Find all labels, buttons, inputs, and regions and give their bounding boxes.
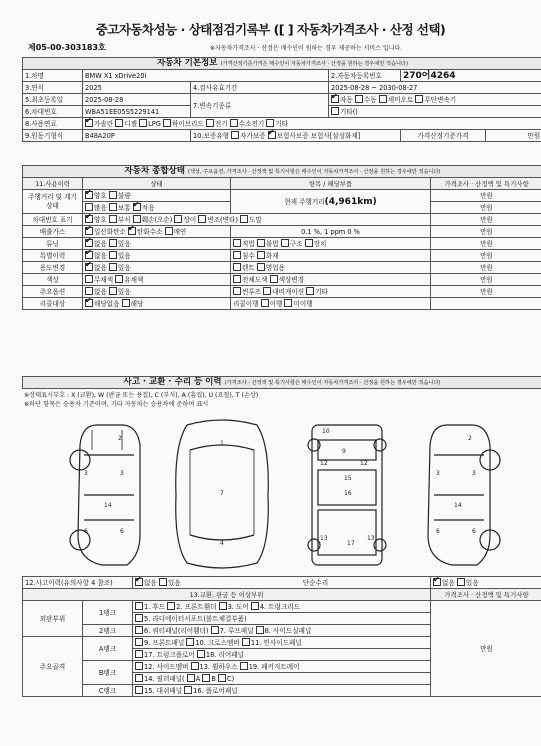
part-pillar-label: 14. 필러패널(: [144, 674, 185, 683]
part-pillar-b-checkbox[interactable]: [202, 674, 210, 682]
accident-parts-table: [22, 576, 541, 697]
fuel-gasoline-label: 가솔린: [94, 119, 114, 128]
rankB-row1: [133, 661, 431, 673]
part-pillar-c-checkbox[interactable]: [218, 674, 226, 682]
svg-text:13: 13: [320, 535, 328, 542]
part-cross-member-label: 10. 크로스멤버: [195, 638, 240, 647]
tuning-detail: [231, 238, 431, 250]
usage-commercial-label: 영업용: [265, 263, 285, 272]
vin-mark-painted-checkbox[interactable]: [240, 215, 248, 223]
mileage-good-checkbox[interactable]: [85, 191, 93, 199]
svg-text:9: 9: [342, 448, 346, 455]
part-trunk-floor-label: 17. 트렁크플로어: [144, 650, 195, 659]
mileage-label: 주행거리 및 계기상태: [23, 190, 83, 214]
outer-label: 외판부위: [23, 601, 83, 637]
emission-options: [83, 226, 231, 238]
history-label: 12.사고이력(유의사항 4 참조): [23, 577, 133, 589]
svg-text:6: 6: [436, 528, 440, 535]
svg-text:15: 15: [344, 475, 352, 482]
mileage-price1: 만원: [431, 190, 541, 202]
emission-label: 배출가스: [23, 226, 83, 238]
history-none-checkbox[interactable]: [135, 578, 143, 586]
svg-text:12: 12: [320, 460, 328, 467]
accident-legend-line2: ※하단 항목은 승용차 기준이며, 기타 자동차는 승용차에 준하여 표시: [24, 401, 209, 408]
rank2-row: [133, 625, 431, 637]
recall-not-complied-checkbox[interactable]: [284, 299, 292, 307]
tuning-yes-label: 있음: [117, 239, 131, 248]
history-none-label: 없음: [144, 578, 157, 587]
emission-values: 0.1 %, 1 ppm 0 %: [231, 226, 431, 238]
fuel-lpg-checkbox[interactable]: [139, 119, 147, 127]
usage-rent-label: 렌트: [242, 263, 255, 272]
part-roof-panel-label: 7. 루프패널: [219, 626, 254, 635]
emission-price: 만원: [431, 226, 541, 238]
tuning-none-checkbox[interactable]: [85, 239, 93, 247]
rankA-row1: [133, 637, 431, 649]
vin-mark-rust-label: 부식: [117, 215, 131, 224]
color-chromatic-checkbox[interactable]: [115, 275, 123, 283]
recall-na-label: 해당없음: [94, 299, 120, 308]
motor-value: B48A20P: [83, 130, 191, 142]
special-yes-checkbox[interactable]: [109, 251, 117, 259]
reg-no-value: 270어4264: [401, 70, 541, 82]
basic-section-header: [23, 58, 541, 70]
fuel-hybrid-label: 하이브리드: [171, 119, 204, 128]
history-yes-label: 있음: [167, 578, 181, 587]
part-wheel-house-checkbox[interactable]: [191, 662, 199, 670]
rankA-row2: [133, 649, 431, 661]
part-floor-panel-label: 16. 플로어패널: [193, 686, 238, 695]
options-detail: [231, 286, 431, 298]
fuel-electric-checkbox[interactable]: [206, 119, 214, 127]
options-price: 만원: [431, 286, 541, 298]
usage-label: 용도변경: [23, 262, 83, 274]
part-side-member-checkbox[interactable]: [135, 662, 143, 670]
svg-text:16: 16: [344, 490, 352, 497]
basic-info-table: [22, 57, 541, 142]
overall-head-price: 가격조사 · 산정액 및 특기사항: [431, 178, 541, 190]
usage-none-checkbox[interactable]: [85, 263, 93, 271]
part-dash-panel-checkbox[interactable]: [135, 686, 143, 694]
history-yes-checkbox[interactable]: [159, 578, 167, 586]
color-price: 만원: [431, 274, 541, 286]
options-options: [83, 286, 231, 298]
warranty-self-label: 자가보증: [240, 131, 266, 140]
usage-price: 만원: [431, 262, 541, 274]
vin-mark-painted-label: 도말: [249, 215, 262, 224]
svg-text:3: 3: [472, 470, 476, 477]
trans-auto-label: 자동: [340, 95, 353, 104]
part-pillar-a-label: A: [195, 674, 201, 683]
warranty-ins-checkbox[interactable]: [268, 131, 276, 139]
recall-na-checkbox[interactable]: [85, 299, 93, 307]
accident-section-note: (가격조사 · 산정액 및 특기사항은 매수인이 자동차가격조사 · 산정을 원하는 경우에만 적습니다): [224, 380, 441, 386]
part-package-tray-checkbox[interactable]: [240, 662, 248, 670]
vin-mark-damage-checkbox[interactable]: [133, 215, 141, 223]
emission-hc-label: 탄화수소: [136, 227, 163, 236]
special-flood-label: 침수: [242, 251, 255, 260]
trans-manual-label: 수동: [363, 95, 377, 104]
special-flood-checkbox[interactable]: [233, 251, 241, 259]
part-trunk-floor-checkbox[interactable]: [135, 650, 143, 658]
part-inside-panel-label: 11. 인사이드패널: [250, 638, 302, 647]
mileage-low-checkbox[interactable]: [133, 203, 141, 211]
vin-mark-altered-label: 변조(변타): [207, 215, 238, 224]
emission-smoke-label: 매연: [173, 227, 187, 236]
fuel-hydrogen-checkbox[interactable]: [230, 119, 238, 127]
warranty-company: 보험사[삼성화재]: [310, 131, 361, 140]
tuning-illegal-checkbox[interactable]: [257, 239, 265, 247]
vin-mark-good-checkbox[interactable]: [85, 215, 93, 223]
tuning-legal-label: 적법: [242, 239, 255, 248]
warranty-ins-label: 보험사보증: [276, 131, 309, 140]
fuel-other-label: 기타: [275, 119, 289, 128]
usage-yes-checkbox[interactable]: [109, 263, 117, 271]
special-yes-label: 있음: [117, 251, 131, 260]
car-name-value: BMW X1 xDrive20i: [83, 70, 329, 82]
tuning-legal-checkbox[interactable]: [233, 239, 241, 247]
emission-co-checkbox[interactable]: [85, 227, 93, 235]
tuning-device-checkbox[interactable]: [305, 239, 313, 247]
parts-head: 13.교환, 판금 등 이상부위: [23, 589, 431, 601]
part-pillar-c-label: C): [227, 674, 235, 683]
mileage-many-checkbox[interactable]: [85, 203, 93, 211]
vin-mark-rust-checkbox[interactable]: [109, 215, 117, 223]
options-yes-checkbox[interactable]: [109, 287, 117, 295]
options-other-label: 기타: [315, 287, 328, 296]
options-yes-label: 있음: [117, 287, 131, 296]
color-achromatic-checkbox[interactable]: [85, 275, 93, 283]
fuel-hybrid-checkbox[interactable]: [163, 119, 171, 127]
recall-detail: [231, 298, 431, 310]
mileage-good-label: 양호: [94, 191, 107, 200]
trans-manual-checkbox[interactable]: [355, 95, 363, 103]
basic-section-note: (가격산정기준가격은 매수인이 자동차가격조사 · 산정을 원하는 경우에만 적습니다): [220, 61, 409, 67]
part-door-checkbox[interactable]: [219, 602, 227, 610]
simple-yes-checkbox[interactable]: [457, 578, 465, 586]
overall-state-table: [22, 165, 541, 310]
part-rear-panel-checkbox[interactable]: [197, 650, 205, 658]
inspect-value: 2025-08-28 ~ 2030-08-27: [329, 82, 541, 94]
mileage-prefix: 현재 주행거리: [284, 197, 325, 206]
rank2-label: 2랭크: [83, 625, 133, 637]
basic-section-title: 자동차 기본정보: [157, 58, 218, 68]
part-hood-checkbox[interactable]: [135, 602, 143, 610]
special-options: [83, 250, 231, 262]
usage-rent-checkbox[interactable]: [233, 263, 241, 271]
trans-label: 7.변속기종류: [191, 94, 329, 118]
rankB-row2: [133, 673, 431, 685]
color-label: 색상: [23, 274, 83, 286]
recall-complied-checkbox[interactable]: [261, 299, 269, 307]
rank1-row2: [133, 613, 431, 625]
vin-mark-label: 차대번호 표기: [23, 214, 83, 226]
part-quarter-panel-checkbox[interactable]: [135, 626, 143, 634]
part-radiator-support-label: 5. 라디에이터서포트(볼트체결부품): [144, 614, 247, 623]
svg-text:6: 6: [120, 528, 124, 535]
part-pillar-b-label: B: [211, 674, 216, 683]
parts-price: 만원: [431, 601, 541, 697]
tuning-options: [83, 238, 231, 250]
part-package-tray-label: 19. 패키지트레이: [248, 662, 300, 671]
price-label: 가격산정기준가격: [401, 130, 486, 142]
options-none-checkbox[interactable]: [85, 287, 93, 295]
part-pillar-checkbox[interactable]: [135, 674, 143, 682]
trans-options-row2: [329, 106, 541, 118]
accident-legend: [24, 391, 258, 409]
tuning-yes-checkbox[interactable]: [109, 239, 117, 247]
svg-text:12: 12: [360, 460, 368, 467]
svg-text:14: 14: [454, 502, 462, 509]
svg-text:4: 4: [220, 540, 224, 547]
mileage-value: (4,961km): [324, 196, 377, 207]
fuel-electric-label: 전기: [214, 119, 228, 128]
recall-complied-label: 이행: [269, 299, 283, 308]
tuning-struct-label: 구조: [289, 239, 303, 248]
rankC-label: C랭크: [83, 685, 133, 697]
accident-legend-line1: ※상태표시부호 : X (교환), W (판금 또는 용접), C (부식), A (흠집), U (요철), T (손상): [24, 392, 259, 399]
svg-text:3: 3: [120, 470, 124, 477]
accident-section-title: 사고 · 교환 · 수리 등 이력: [123, 377, 222, 387]
first-reg-value: 2025-08-28: [83, 94, 191, 106]
part-wheel-house-label: 13. 휠하우스: [199, 662, 238, 671]
fuel-hydrogen-label: 수소전기: [238, 119, 265, 128]
special-label: 특별이력: [23, 250, 83, 262]
fuel-diesel-checkbox[interactable]: [115, 119, 123, 127]
color-achromatic-label: 무채색: [94, 275, 114, 284]
color-change-label: 색상변경: [278, 275, 305, 284]
motor-label: 9.원동기형식: [23, 130, 83, 142]
part-hood-label: 1. 후드: [144, 602, 166, 611]
svg-text:10: 10: [322, 428, 330, 435]
history-options: [133, 577, 431, 589]
car-left-side-diagram: [70, 425, 140, 565]
car-name-label: 1.차명: [23, 70, 83, 82]
part-trunk-lid-label: 4. 트렁크리드: [259, 602, 301, 611]
tuning-struct-checkbox[interactable]: [281, 239, 289, 247]
part-door-label: 3. 도어: [227, 602, 249, 611]
part-rear-panel-label: 18. 리어패널: [205, 650, 244, 659]
mileage-bad-checkbox[interactable]: [109, 191, 117, 199]
special-price: 만원: [431, 250, 541, 262]
color-full-paint-checkbox[interactable]: [233, 275, 241, 283]
part-side-member-label: 12. 사이드멤버: [144, 662, 189, 671]
emission-hc-checkbox[interactable]: [128, 227, 136, 235]
trans-cvt-label: 무단변속기: [424, 95, 457, 104]
svg-text:2: 2: [118, 435, 122, 442]
part-quarter-panel-label: 6. 쿼터패널(리어휀더): [144, 626, 209, 635]
simple-yes-label: 있음: [465, 578, 479, 587]
fuel-gasoline-checkbox[interactable]: [85, 119, 93, 127]
svg-text:3: 3: [84, 470, 88, 477]
svg-text:7: 7: [220, 490, 224, 497]
major-label: 주요골격: [23, 637, 83, 697]
emission-smoke-checkbox[interactable]: [165, 227, 173, 235]
color-change-checkbox[interactable]: [270, 275, 278, 283]
trans-semi-label: 세미오토: [387, 95, 414, 104]
simple-none-checkbox[interactable]: [433, 578, 441, 586]
trans-auto-checkbox[interactable]: [331, 95, 339, 103]
fuel-other-checkbox[interactable]: [266, 119, 274, 127]
svg-text:6: 6: [472, 528, 476, 535]
part-floor-panel-checkbox[interactable]: [184, 686, 192, 694]
mileage-low-label: 적음: [141, 203, 155, 212]
simple-repair-options: [431, 577, 541, 589]
usage-commercial-checkbox[interactable]: [257, 263, 265, 271]
year-label: 3.연식: [23, 82, 83, 94]
recall-price: [431, 298, 541, 310]
overall-section-header: [23, 166, 541, 178]
svg-text:1: 1: [220, 440, 224, 447]
svg-text:17: 17: [347, 540, 355, 547]
part-front-fender-checkbox[interactable]: [167, 602, 175, 610]
price-unit: 만원: [486, 130, 541, 142]
tuning-label: 튜닝: [23, 238, 83, 250]
mileage-bad-label: 불량: [117, 191, 131, 200]
first-reg-label: 5.최초등록일: [23, 94, 83, 106]
mileage-many-label: 많음: [94, 203, 107, 212]
svg-text:13: 13: [367, 535, 375, 542]
trans-semi-checkbox[interactable]: [379, 95, 387, 103]
part-front-panel-checkbox[interactable]: [135, 638, 143, 646]
color-chromatic-label: 유채색: [124, 275, 144, 284]
document-note: ※자동차가격조사 · 산정은 매수인이 원하는 경우 제공하는 서비스 입니다.: [210, 45, 403, 52]
svg-text:14: 14: [104, 502, 112, 509]
mileage-normal-checkbox[interactable]: [109, 203, 117, 211]
reg-no-label: 2.자동차등록번호: [329, 70, 401, 82]
car-diagram: [22, 415, 541, 571]
car-right-side-diagram: [428, 425, 500, 565]
options-sunroof-checkbox[interactable]: [233, 287, 241, 295]
simple-none-label: 없음: [442, 578, 455, 587]
usage-detail: [231, 262, 431, 274]
part-radiator-support-checkbox[interactable]: [135, 614, 143, 622]
svg-text:6: 6: [84, 528, 88, 535]
trans-cvt-checkbox[interactable]: [415, 95, 423, 103]
document-title: 중고자동차성능 · 상태점검기록부 ([ ] 자동차가격조사 · 산정 선택): [95, 22, 446, 37]
vin-mark-altered-checkbox[interactable]: [198, 215, 206, 223]
vin-mark-diff-checkbox[interactable]: [174, 215, 182, 223]
options-other-checkbox[interactable]: [306, 287, 314, 295]
special-none-label: 없음: [94, 251, 107, 260]
color-detail: [231, 274, 431, 286]
trans-options-row1: [329, 94, 541, 106]
fuel-label: 8.사용연료: [23, 118, 83, 130]
mileage-state-row1: [83, 190, 231, 202]
options-nav-checkbox[interactable]: [263, 287, 271, 295]
recall-options: [83, 298, 231, 310]
vin-mark-diff-label: 상이: [183, 215, 197, 224]
trans-other-label: 기타(): [340, 107, 358, 116]
options-sunroof-label: 썬루프: [242, 287, 262, 296]
warranty-label: 10.보증유형: [193, 131, 229, 140]
part-trunk-lid-checkbox[interactable]: [251, 602, 259, 610]
part-front-panel-label: 9. 프론트패널: [144, 638, 185, 647]
vin-value: WBA51EE05S5229141: [83, 106, 191, 118]
accident-section-header: [23, 377, 541, 389]
options-nav-label: 내비게이션: [272, 287, 305, 296]
tuning-price: 만원: [431, 238, 541, 250]
vin-label: 6.차대번호: [23, 106, 83, 118]
rankC-row: [133, 685, 431, 697]
simple-repair-label: 단순수리: [302, 578, 329, 587]
inspect-label: 4.검사유효기간: [191, 82, 329, 94]
year-value: 2025: [83, 82, 191, 94]
part-side-sill-checkbox[interactable]: [256, 626, 264, 634]
overall-head-state: 상태: [83, 178, 231, 190]
rankB-label: B랭크: [83, 661, 133, 685]
document-number: 제05-00-303183호: [28, 43, 106, 52]
color-options: [83, 274, 231, 286]
part-front-fender-label: 2. 프론트휀더: [176, 602, 217, 611]
special-fire-label: 화재: [265, 251, 279, 260]
tuning-device-label: 장치: [313, 239, 327, 248]
special-detail: [231, 250, 431, 262]
special-fire-checkbox[interactable]: [257, 251, 265, 259]
vin-mark-good-label: 양호: [94, 215, 107, 224]
recall-yes-label: 해당: [130, 299, 144, 308]
part-cross-member-checkbox[interactable]: [186, 638, 194, 646]
overall-head-item: 11.사용이력: [23, 178, 83, 190]
fuel-diesel-label: 디젤: [124, 119, 137, 128]
overall-section-title: 자동차 종합상태: [124, 166, 185, 176]
warranty-cell: [191, 130, 401, 142]
mileage-state-row2: [83, 202, 231, 214]
svg-text:2: 2: [468, 435, 472, 442]
parts-price-head: 가격조사 · 산정액 및 특기사항: [431, 589, 541, 601]
part-side-sill-label: 8. 사이드실패널: [264, 626, 312, 635]
vin-mark-damage-label: 훼손(오손): [141, 215, 173, 224]
options-label: 주요옵션: [23, 286, 83, 298]
tuning-none-label: 없음: [94, 239, 107, 248]
mileage-price2: 만원: [431, 202, 541, 214]
color-full-paint-label: 전체도색: [242, 275, 268, 284]
tuning-illegal-label: 불법: [265, 239, 279, 248]
emission-co-label: 일산화탄소: [94, 227, 126, 236]
vin-mark-options: [83, 214, 431, 226]
part-pillar-a-checkbox[interactable]: [187, 674, 195, 682]
recall-label: 리콜대상: [23, 298, 83, 310]
overall-section-note: (색상, 주요옵션, 가격조사 · 산정액 및 특기사항은 매수인이 자동차가격조사 · 산정을 원하는 경우에만 적습니다): [187, 169, 441, 175]
recall-not-complied-label: 미이행: [293, 299, 313, 308]
part-inside-panel-checkbox[interactable]: [242, 638, 250, 646]
fuel-options: [83, 118, 541, 130]
mileage-current: [231, 190, 431, 214]
usage-none-label: 없음: [94, 263, 107, 272]
mileage-normal-label: 보통: [117, 203, 131, 212]
recall-done-label: 리콜이행: [233, 299, 259, 308]
part-roof-panel-checkbox[interactable]: [211, 626, 219, 634]
fuel-lpg-label: LPG: [148, 119, 161, 128]
accident-header-table: [22, 376, 541, 389]
rank1-label: 1랭크: [83, 601, 133, 625]
overall-head-detail: 항목 / 해당부품: [231, 178, 431, 190]
recall-yes-checkbox[interactable]: [122, 299, 130, 307]
usage-yes-label: 있음: [117, 263, 131, 272]
options-none-label: 없음: [94, 287, 107, 296]
rankA-label: A랭크: [83, 637, 133, 661]
trans-other-checkbox[interactable]: [331, 107, 339, 115]
special-none-checkbox[interactable]: [85, 251, 93, 259]
part-dash-panel-label: 15. 대쉬패널: [144, 686, 183, 695]
usage-options: [83, 262, 231, 274]
svg-text:3: 3: [436, 470, 440, 477]
warranty-self-checkbox[interactable]: [231, 131, 239, 139]
vin-mark-price: 만원: [431, 214, 541, 226]
rank1-row1: [133, 601, 431, 613]
